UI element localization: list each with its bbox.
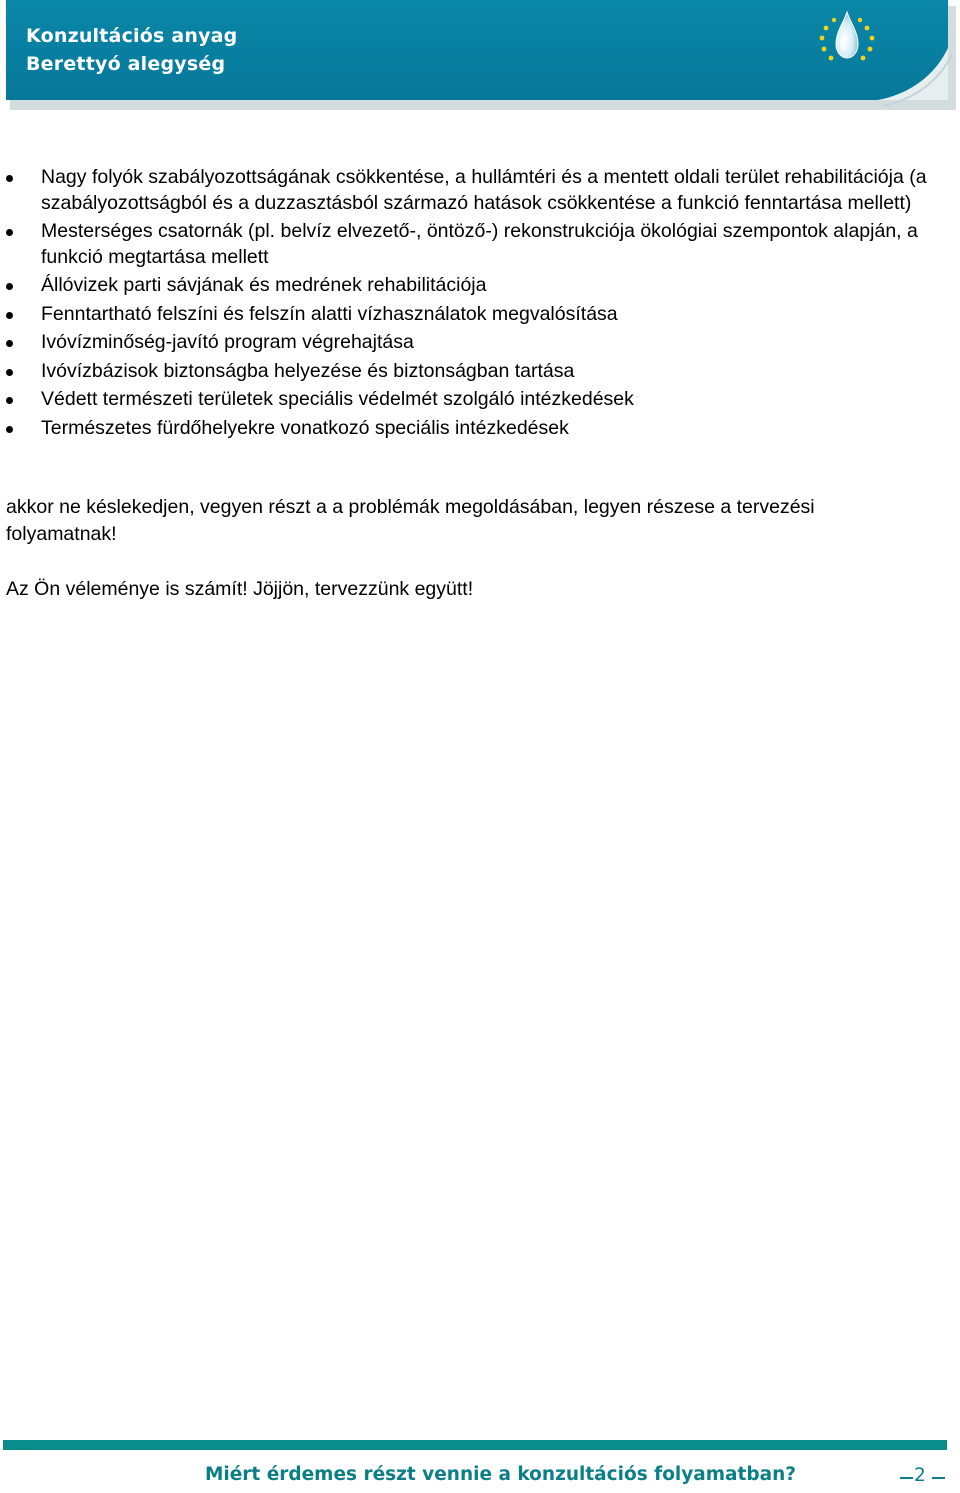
list-item-text: Természetes fürdőhelyekre vonatkozó speciális intézkedések [41, 416, 569, 439]
bullet-icon [6, 340, 13, 347]
list-item-text: Nagy folyók szabályozottságának csökkentése, a hullámtéri és a mentett oldali terület rehabilitációja (a szabályozottságból és a duzzasztásból származó hatások csökkentése a funkció fenntartása mellett) [41, 166, 927, 214]
header-title [26, 22, 237, 78]
footer-title: Miért érdemes részt vennie a konzultációs folyamatban? [205, 1464, 797, 1485]
list-item [0, 330, 930, 356]
header-title-line2: Berettyó alegység [26, 53, 226, 75]
bullet-icon [6, 229, 13, 236]
list-item [0, 416, 930, 442]
list-item [0, 302, 930, 328]
list-item [0, 359, 930, 385]
footer-divider [3, 1440, 947, 1450]
call-to-action-paragraph: akkor ne késlekedjen, vegyen részt a a problémák megoldásában, legyen részese a tervezési folyamatnak! [6, 496, 815, 545]
header-title-line1: Konzultációs anyag [26, 25, 238, 47]
list-item [0, 165, 930, 216]
measures-list [0, 165, 930, 444]
list-item-text: Állóvizek parti sávjának és medrének rehabilitációja [41, 274, 487, 296]
page-number: 2 [914, 1465, 926, 1486]
eu-water-drop-icon [812, 8, 884, 70]
bullet-icon [6, 283, 13, 290]
list-item-text: Védett természeti területek speciális védelmét szolgáló intézkedések [41, 388, 634, 410]
list-item-text: Ivóvízbázisok biztonságba helyezése és biztonságban tartása [41, 359, 575, 382]
list-item [0, 387, 930, 413]
list-item-text: Fenntartható felszíni és felszín alatti vízhasználatok megvalósítása [41, 302, 618, 325]
list-item-text: Mesterséges csatornák (pl. belvíz elvezető-, öntöző-) rekonstrukciója ökológiai szempontok alapján, a funkció megtartása mellett [41, 220, 918, 268]
bullet-icon [6, 369, 13, 376]
bullet-icon [6, 175, 13, 182]
list-item [0, 219, 930, 270]
bullet-icon [6, 312, 13, 319]
header-banner [6, 0, 956, 108]
page-number-dash-left [900, 1477, 913, 1479]
bullet-icon [6, 426, 13, 433]
closing-paragraph: Az Ön véleménye is számít! Jöjjön, tervezzünk együtt! [6, 578, 474, 600]
page-number-dash-right [932, 1477, 945, 1479]
bullet-icon [6, 397, 13, 404]
list-item-text: Ivóvízminőség-javító program végrehajtása [41, 331, 414, 353]
list-item [0, 273, 930, 299]
